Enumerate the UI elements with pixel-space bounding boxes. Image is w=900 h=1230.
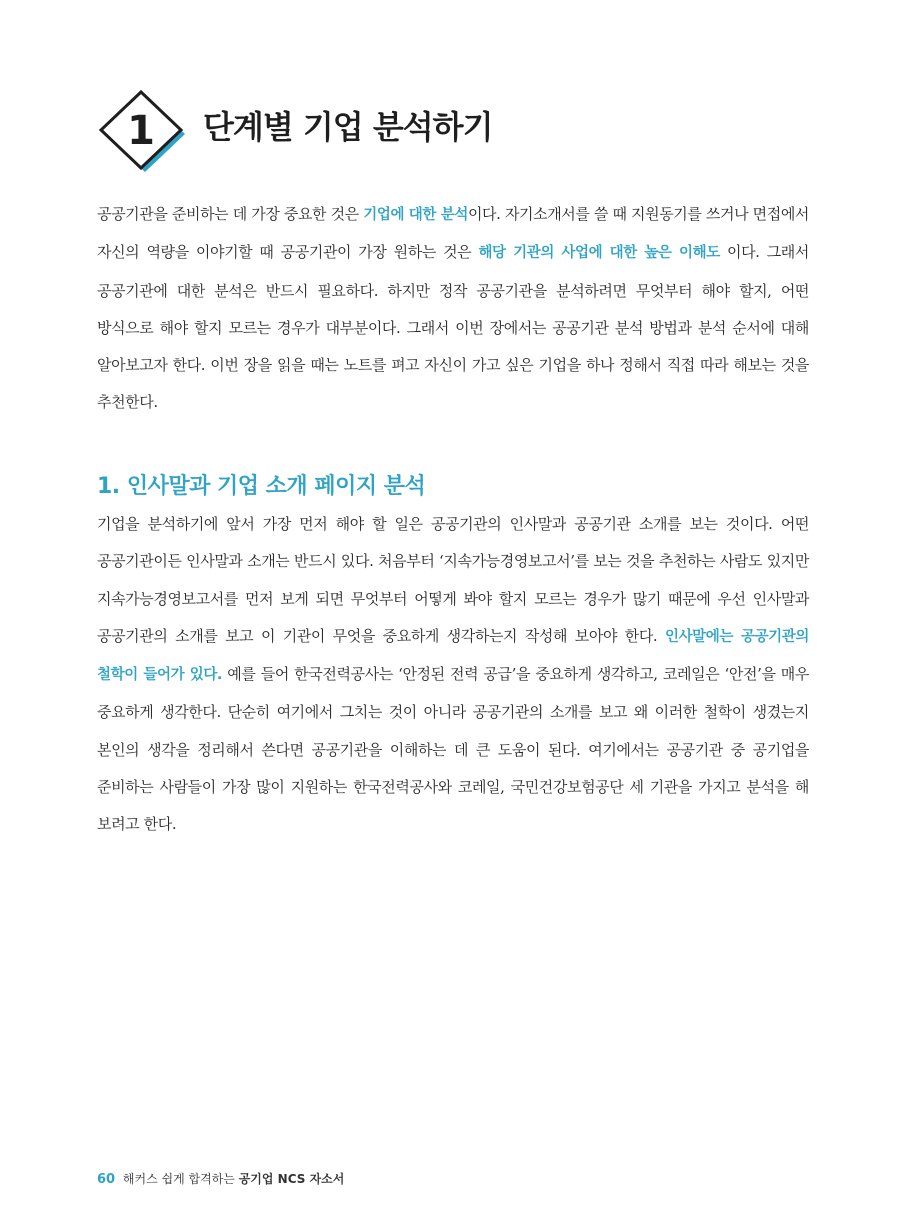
chapter-number-badge	[95, 88, 187, 174]
chapter-header	[95, 88, 615, 174]
intro-text-1: 공공기관을 준비하는 데 가장 중요한 것은	[97, 205, 364, 223]
section-text-2: 예를 들어 한국전력공사는 ‘안정된 전력 공급’을 중요하게 생각하고, 코레일은 ‘안전’을 매우 중요하게 생각한다. 단순히 여기에서 그치는 것이 아니라 공공기관의 소개를 보고 왜 이러한 철학이 생겼는지 본인의 생각을 정리해서 쓴다면 공공기관을 이해하는 데 큰 도움이 된다. 여기에서는 공공기관 중 공기업을 준비하는 사람들이 가장 많이 지원하는 한국전력공사와 코레일, 국민건강보험공단 세 기관을 가지고 분석을 해 보려고 한다.	[97, 665, 809, 834]
intro-paragraph	[97, 196, 809, 422]
section-text-1: 기업을 분석하기에 앞서 가장 먼저 해야 할 일은 공공기관의 인사말과 공공기관 소개를 보는 것이다. 어떤 공공기관이든 인사말과 소개는 반드시 있다. 처음부터 ‘지속가능경영보고서’를 보는 것을 추천하는 사람도 있지만 지속가능경영보고서를 먼저 보게 되면 무엇부터 어떻게 봐야 할지 모르는 경우가 많기 때문에 우선 인사말과 공공기관의 소개를 보고 이 기관이 무엇을 중요하게 생각하는지 작성해 보아야 한다.	[97, 515, 809, 645]
section-title: 1. 인사말과 기업 소개 페이지 분석	[97, 474, 426, 499]
section-highlight-1: 인사말에는 공공기관의 철학이 들어가 있다.	[97, 628, 810, 684]
page-footer	[97, 1170, 344, 1187]
book-title-bold: 공기업 NCS 자소서	[238, 1172, 345, 1186]
section-paragraph	[97, 506, 809, 844]
intro-text-2: 이다. 자기소개서를 쓸 때 지원동기를 쓰거나 면접에서 자신의 역량을 이야기할 때 공공기관이 가장 원하는 것은	[97, 205, 810, 262]
chapter-number: 1	[127, 108, 155, 154]
book-title-prefix: 해커스 쉽게 합격하는	[122, 1172, 235, 1186]
chapter-title: 단계별 기업 분석하기	[203, 108, 493, 146]
intro-text-3: 이다. 그래서 공공기관에 대한 분석은 반드시 필요하다. 하지만 정작 공공기관을 분석하려면 무엇부터 해야 할지, 어떤 방식으로 해야 할지 모르는 경우가 대부분이다. 그래서 이번 장에서는 공공기관 분석 방법과 분석 순서에 대해 알아보고자 한다. 이번 장을 읽을 때는 노트를 펴고 자신이 가고 싶은 기업을 하나 정해서 직접 따라 해보는 것을 추천한다.	[97, 243, 809, 412]
intro-highlight-1: 기업에 대한 분석	[363, 207, 468, 223]
page-number: 60	[97, 1172, 116, 1187]
intro-highlight-2: 해당 기관의 사업에 대한 높은 이해도	[478, 245, 720, 262]
